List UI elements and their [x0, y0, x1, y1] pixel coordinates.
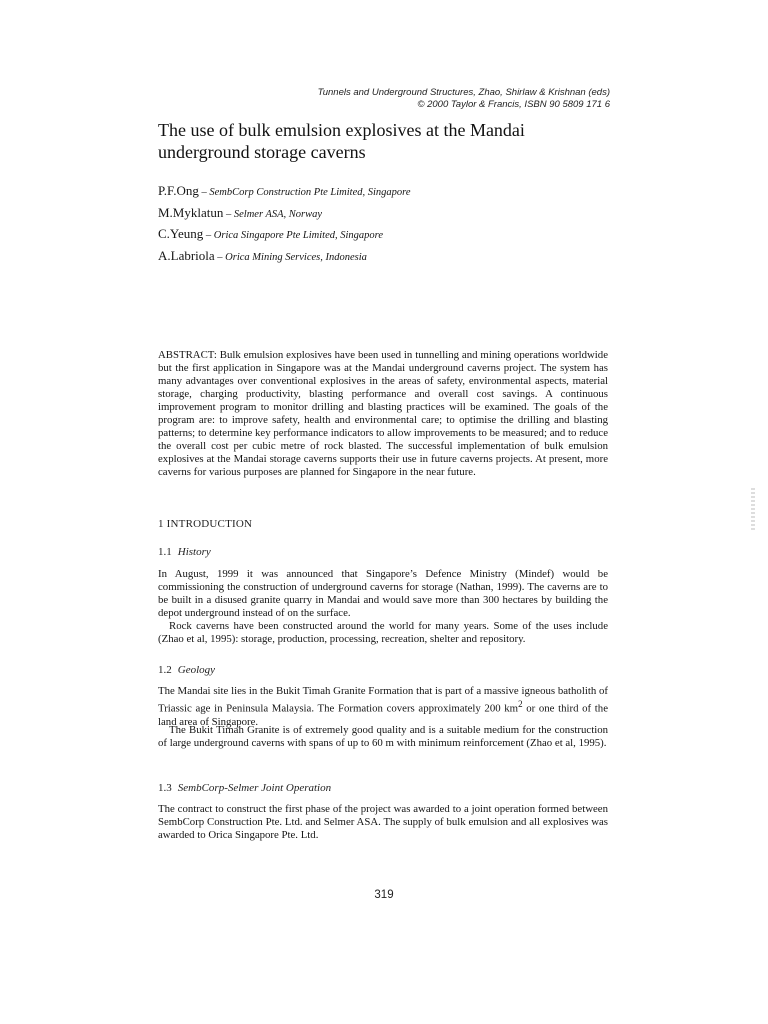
subsection-heading-history — [158, 546, 211, 558]
page-number: 319 — [374, 889, 394, 901]
paper-title: The use of bulk emulsion explosives at the Mandai underground storage caverns — [158, 120, 525, 162]
history-paragraph-2: Rock caverns have been constructed around the world for many years. Some of the uses include (Zhao et al, 1995): storage, production, processing, recreation, shelter and repository. — [158, 620, 608, 645]
author-entry — [158, 181, 618, 203]
citation-line-1: Tunnels and Underground Structures, Zhao, Shirlaw & Krishnan (eds) — [317, 87, 610, 98]
subsection-title: SembCorp-Selmer Joint Operation — [177, 782, 332, 794]
author-name: C.Yeung — [158, 226, 204, 241]
author-name: M.Myklatun — [158, 204, 224, 220]
subsection-heading-joint-operation — [158, 782, 331, 794]
scan-edge-mark — [751, 488, 755, 532]
author-affiliation: – SembCorp Construction Pte Limited, Singapore — [198, 187, 411, 198]
citation-line-2: © 2000 Taylor & Francis, ISBN 90 5809 171 6 — [417, 98, 610, 110]
book-citation-header — [310, 87, 610, 110]
history-paragraph-1: In August, 1999 it was announced that Singapore’s Defence Ministry (Mindef) would be commissioning the construction of underground caverns for storage (Nathan, 1999). The caverns are to be built in a disused granite quarry in Mandai and would save more than 300 hectares by building the depot underground instead of on the surface. — [158, 568, 608, 619]
geology-paragraph-1 — [158, 685, 608, 729]
subsection-number: 1.1 — [158, 546, 172, 558]
author-entry — [158, 224, 618, 246]
author-list — [158, 181, 618, 267]
author-entry — [158, 203, 618, 225]
abstract-paragraph: ABSTRACT: Bulk emulsion explosives have been used in tunnelling and mining operations worldwide but the first application in Singapore was at the Mandai underground caverns project. The system has many advantages over conventional explosives in the areas of safety, environmental aspects, material storage, charging productivity, blasting performance and overall cost savings. A continuous improvement program to monitor drilling and blasting practices will be examined. The goals of the program are: to improve safety, health and environmental care; to optimise the drilling and blasting patterns; to determine key performance indicators to allow improvements to be measured; and to reduce the overall cost per cubic metre of rock blasted. The successful implementation of bulk emulsion explosives at the Mandai storage caverns supports their use in future caverns projects. At present, more caverns for various purposes are planned for Singapore in the near future. — [158, 349, 608, 478]
geology-paragraph-1-text: The Mandai site lies in the Bukit Timah Granite Formation that is part of a massive igneous batholith of Triassic age in Peninsula Malaysia. The Formation covers approximately 200 km — [158, 685, 608, 715]
author-affiliation: – Orica Mining Services, Indonesia — [214, 251, 367, 263]
joint-operation-paragraph: The contract to construct the first phase of the project was awarded to a joint operation formed between SembCorp Construction Pte. Ltd. and Selmer ASA. The supply of bulk emulsion and all explosives was awarded to Orica Singapore Pte. Ltd. — [158, 803, 608, 841]
subsection-number: 1.3 — [158, 782, 172, 794]
geology-paragraph-2: The Bukit Timah Granite is of extremely good quality and is a suitable medium for the construction of large underground caverns with spans of up to 60 m with minimum reinforcement (Zhao et al, 1995). — [158, 724, 608, 749]
subsection-number: 1.2 — [158, 664, 172, 676]
superscript-two: 2 — [518, 699, 523, 709]
author-name: A.Labriola — [158, 247, 215, 263]
subsection-heading-geology — [158, 664, 215, 676]
author-affiliation: – Orica Singapore Pte Limited, Singapore — [203, 230, 384, 241]
author-name: P.F.Ong — [158, 183, 199, 198]
author-entry — [158, 246, 618, 268]
author-affiliation: – Selmer ASA, Norway — [223, 208, 323, 220]
subsection-title: Geology — [177, 664, 216, 676]
section-heading-introduction: 1 INTRODUCTION — [158, 518, 253, 530]
subsection-title: History — [177, 546, 211, 558]
geology-paragraph-1-tail: or one third of the land area of Singapore. — [158, 702, 608, 728]
